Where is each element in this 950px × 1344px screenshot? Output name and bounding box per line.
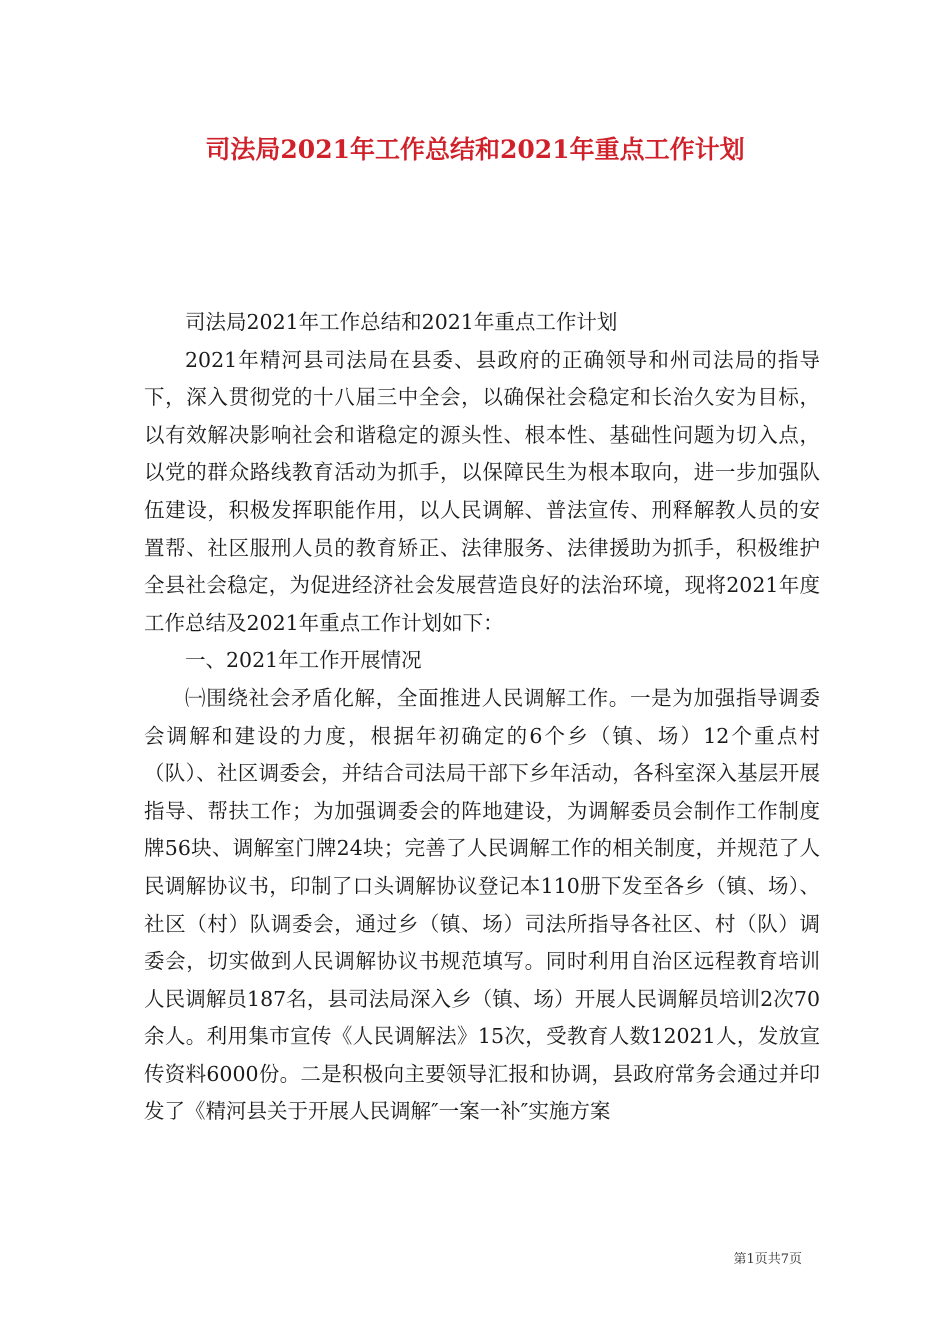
document-body [144, 304, 820, 1131]
paragraph-mediation: ㈠围绕社会矛盾化解，全面推进人民调解工作。一是为加强指导调委会调解和建设的力度，根据年初确定的6个乡（镇、场）12个重点村（队）、社区调委会，并结合司法局干部下乡年活动，各科室深入基层开展指导、帮扶工作；为加强调委会的阵地建设，为调解委员会制作工作制度牌56块、调解室门牌24块；完善了人民调解工作的相关制度，并规范了人民调解协议书，印制了口头调解协议登记本110册下发至各乡（镇、场）、社区（村）队调委会，通过乡（镇、场）司法所指导各社区、村（队）调委会，切实做到人民调解协议书规范填写。同时利用自治区远程教育培训人民调解员187名，县司法局深入乡（镇、场）开展人民调解员培训2次70余人。利用集市宣传《人民调解法》15次，受教育人数12021人，发放宣传资料6000份。二是积极向主要领导汇报和协调，县政府常务会通过并印发了《精河县关于开展人民调解″一案一补″实施方案 [144, 685, 820, 1124]
document-title: 司法局2021年工作总结和2021年重点工作计划 [205, 135, 745, 164]
paragraph-heading: 司法局2021年工作总结和2021年重点工作计划 [185, 310, 618, 334]
paragraph-intro: 2021年精河县司法局在县委、县政府的正确领导和州司法局的指导下，深入贯彻党的十八届三中全会，以确保社会稳定和长治久安为目标，以有效解决影响社会和谐稳定的源头性、根本性、基础性问题为切入点，以党的群众路线教育活动为抓手，以保障民生为根本取向，进一步加强队伍建设，积极发挥职能作用，以人民调解、普法宣传、刑释解教人员的安置帮、社区服刑人员的教育矫正、法律服务、法律援助为抓手，积极维护全县社会稳定，为促进经济社会发展营造良好的法治环境，现将2021年度工作总结及2021年重点工作计划如下： [144, 347, 820, 635]
section-heading: 一、2021年工作开展情况 [185, 648, 422, 673]
page-number: 第1页共7页 [733, 1252, 802, 1267]
